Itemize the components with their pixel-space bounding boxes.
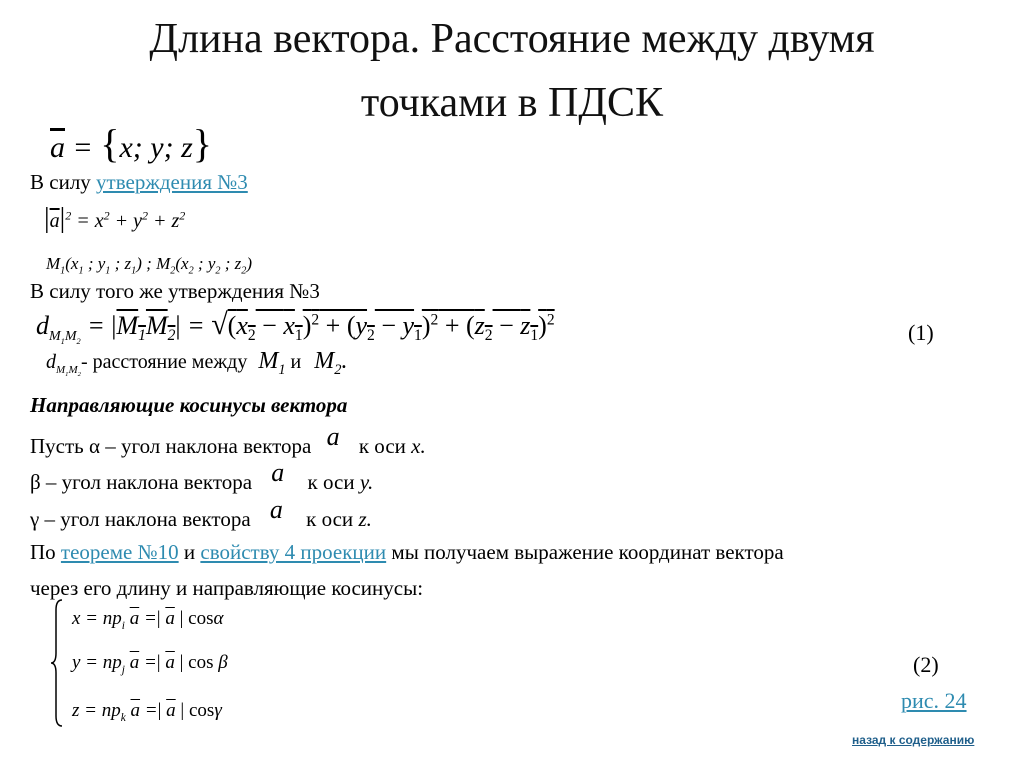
formula-points: $M_1(x_1$ ; $y_1$ ; $z_1$) ; $M_2(x_2$ ; $y_2$ ; $z_2$) bbox=[46, 254, 253, 277]
equation-z: $z = np_k$ $\overline{a}$ =| $\overline{a}$ | cosγ bbox=[72, 700, 222, 724]
link-statement-3[interactable]: утверждения №3 bbox=[96, 170, 248, 194]
formula-vector: $\overline{a} = \{x$; y; z} bbox=[50, 121, 212, 166]
line-gamma: γ – угол наклона вектора a к оси z. bbox=[30, 495, 372, 531]
link-theorem-10[interactable]: теореме №10 bbox=[60, 540, 179, 564]
equation-number-1: (1) bbox=[908, 320, 934, 345]
paragraph-line-2: через его длину и направляющие косинусы: bbox=[30, 576, 424, 600]
slide-title-line-1: Длина вектора. Расстояние между двумя bbox=[149, 16, 875, 62]
heading-direction-cosines: Направляющие косинусы вектора bbox=[30, 393, 348, 417]
link-back-to-contents[interactable]: назад к содержанию bbox=[852, 733, 975, 747]
paragraph-line-1: По теореме №10 и свойству 4 проекции мы получаем выражение координат вектора bbox=[30, 540, 784, 564]
formula-length: $|\overline{a}|^2 = x^2 + y^2 + z^2$ bbox=[44, 203, 186, 234]
equation-y: $y = np_j$ $\overline{a}$ =| $\overline{a}$ | cos β bbox=[72, 652, 228, 676]
equation-system-brace bbox=[50, 598, 64, 728]
equation-x: $x = np_i$ $\overline{a}$ =| $\overline{a}$ | cosα bbox=[72, 608, 224, 632]
equation-number-2: (2) bbox=[913, 652, 939, 677]
slide-title-line-2: точками в ПДСК bbox=[360, 80, 664, 126]
intro-line-1: В силу утверждения №3 bbox=[30, 170, 248, 194]
link-projection-property-4[interactable]: свойству 4 проекции bbox=[200, 540, 387, 564]
line-alpha: Пусть α – угол наклона вектора a к оси x. bbox=[30, 422, 426, 458]
line-beta: β – угол наклона вектора a к оси y. bbox=[30, 458, 374, 494]
link-figure-24[interactable]: рис. 24 bbox=[901, 688, 967, 713]
formula-distance: $d_{M_1M_2} = |M_1M_2| = √(x_2 - x_1)^2 + (y_2 - y_1)^2 + (z_2 - z_1)^2$ bbox=[36, 308, 555, 346]
intro-line-2: В силу того же утверждения №3 bbox=[30, 279, 320, 303]
distance-description: $d_{M_1M_2}-$ расстояние между $M_1$ и $M_2$. bbox=[46, 348, 348, 379]
